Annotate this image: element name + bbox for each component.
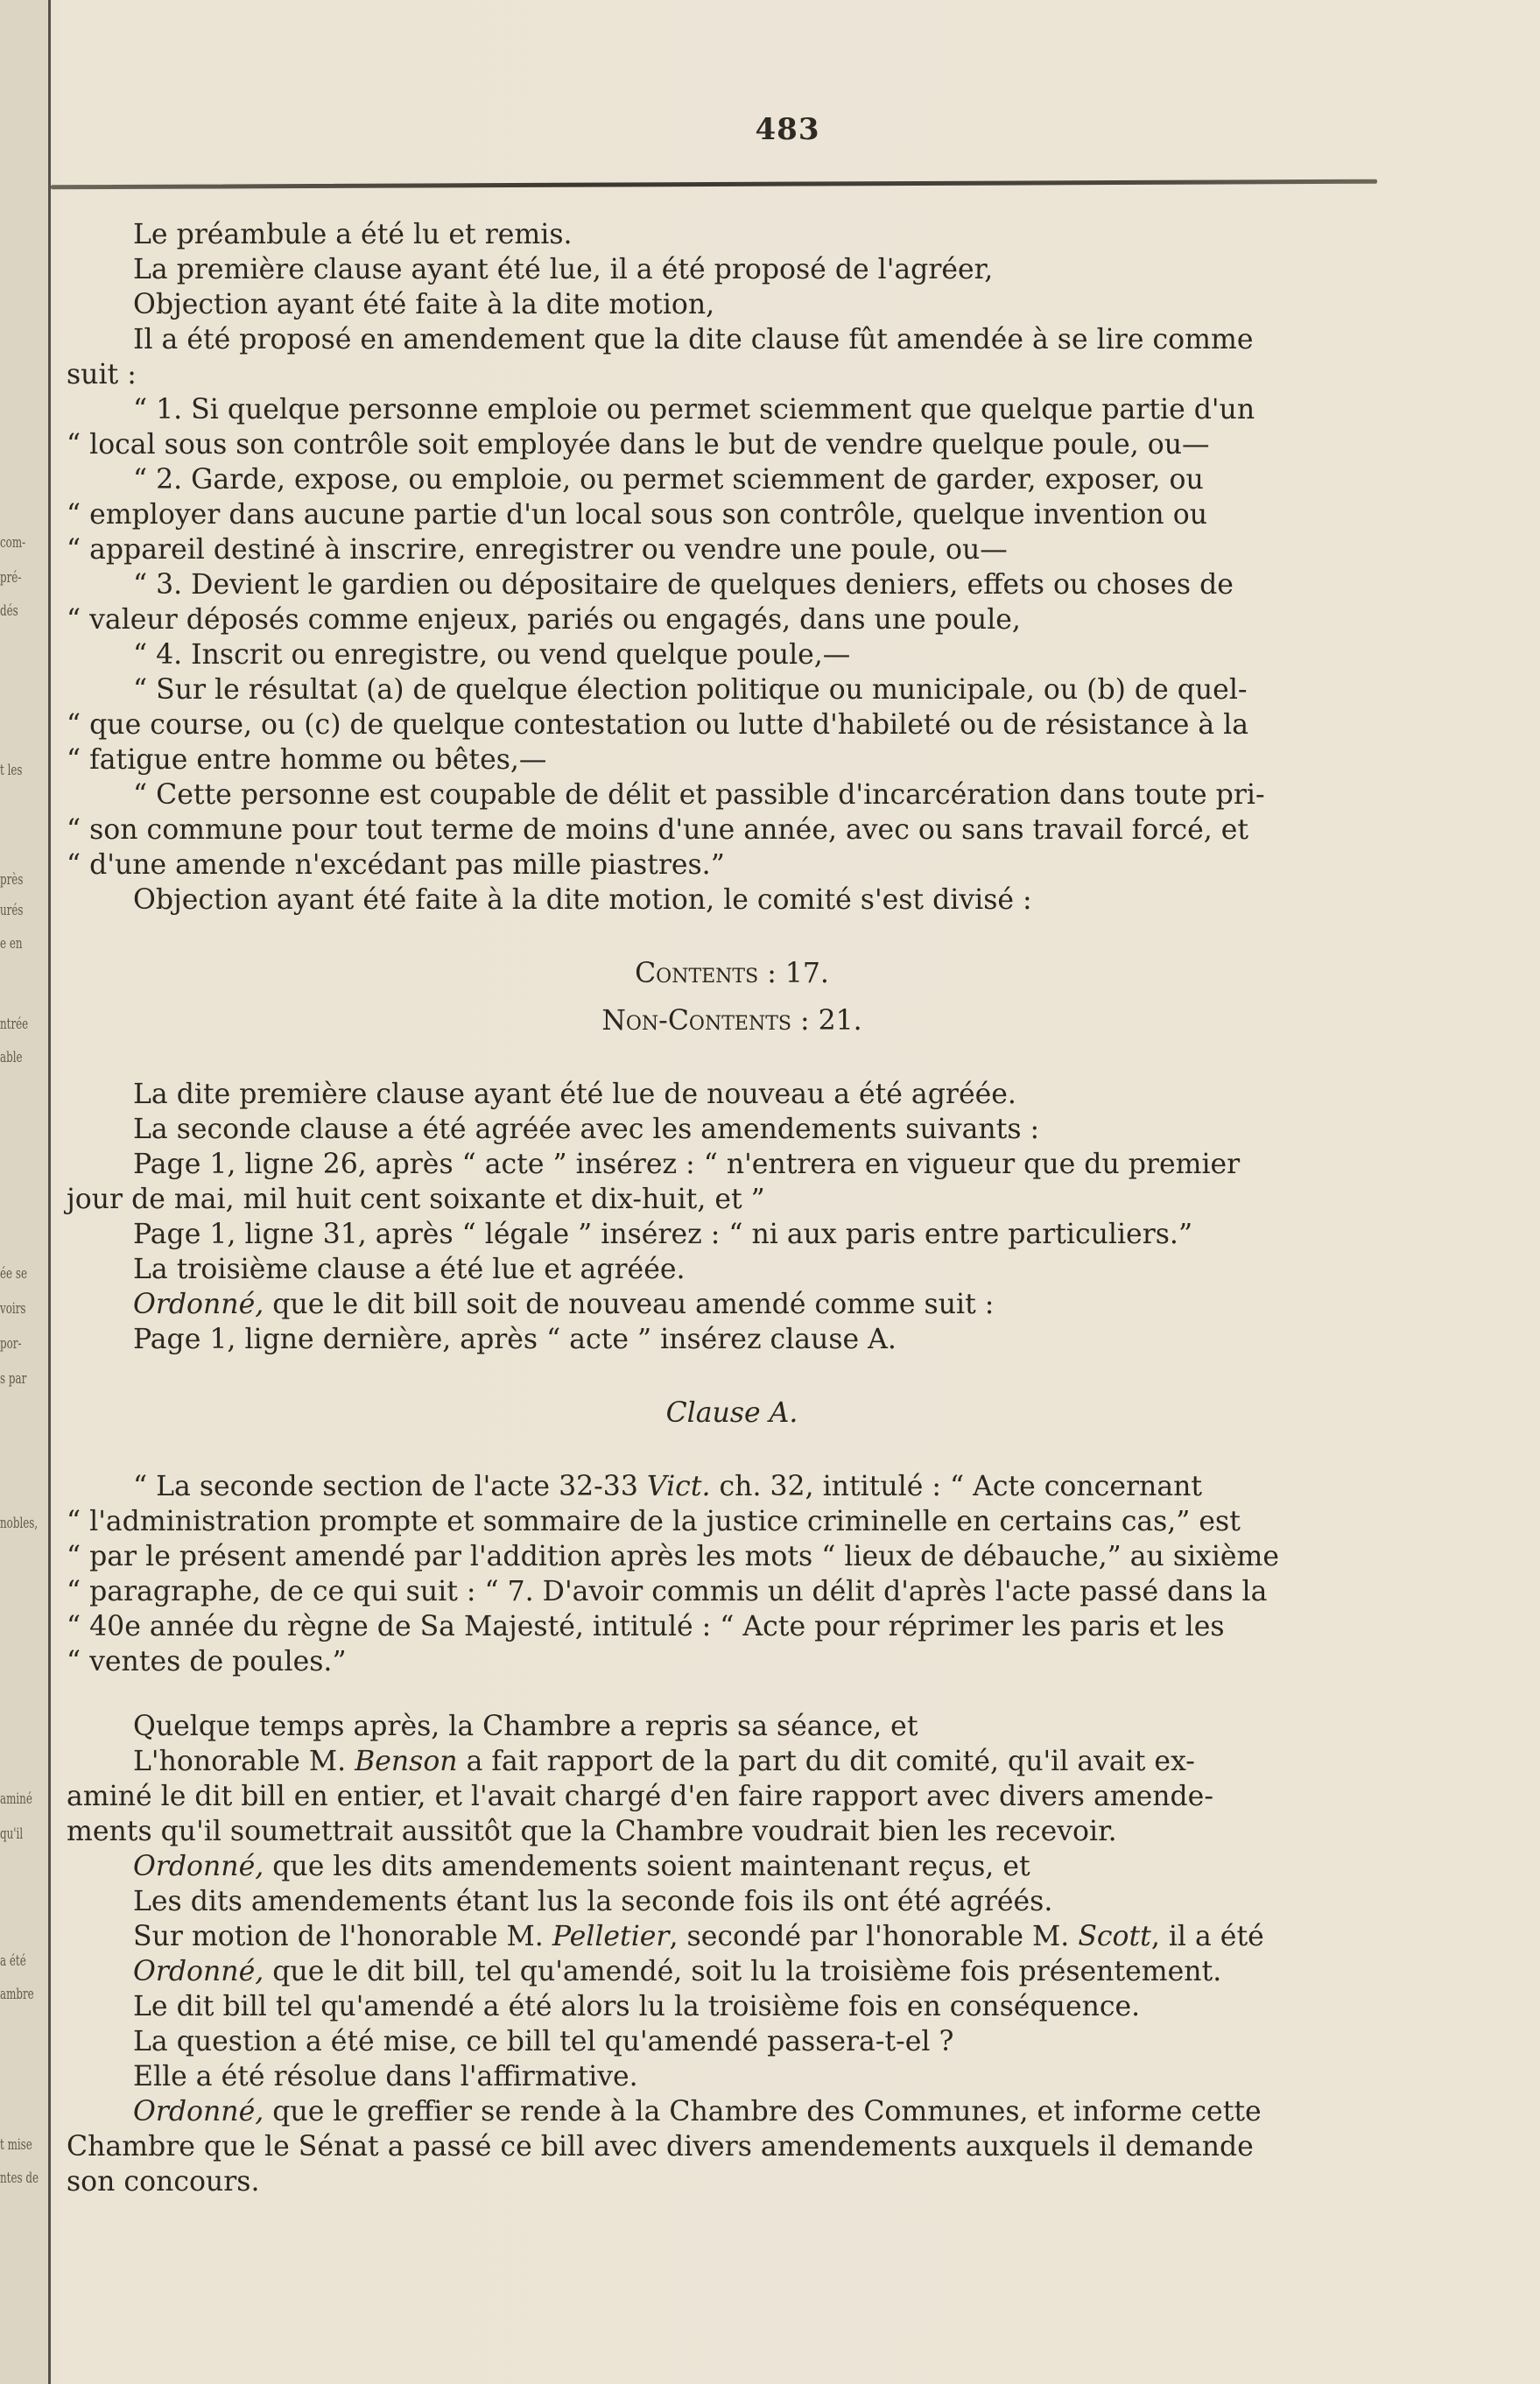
text-line: La dite première clause ayant été lue de nouveau a été agréée. <box>133 1079 1016 1110</box>
text-line: “ Cette personne est coupable de délit et passible d'incarcération dans toute pri- <box>133 779 1265 811</box>
text-line <box>67 1287 1397 1322</box>
text-line: “ paragraphe, de ce qui suit : “ 7. D'avoir commis un délit d'après l'acte passé dans la <box>67 1576 1268 1607</box>
text-span: ch. 32, intitulé : “ Acte concernant <box>710 1471 1203 1502</box>
gutter-fragment: ntrée <box>0 1016 29 1033</box>
italic-ordonne: Ordonné, <box>133 1851 264 1882</box>
text-line: “ Sur le résultat (a) de quelque élection politique ou municipale, ou (b) de quel- <box>133 674 1248 706</box>
text-line: “ local sous son contrôle soit employée dans le but de vendre quelque poule, ou— <box>67 429 1210 461</box>
gutter-fragment: able <box>0 1049 23 1066</box>
text-line: Page 1, ligne 31, après “ légale ” insérez : “ ni aux paris entre particuliers.” <box>133 1219 1193 1250</box>
gutter-fragment: t les <box>0 762 23 779</box>
text-line: “ ventes de poules.” <box>67 1646 347 1677</box>
gutter-fragment: a été <box>0 1952 26 1970</box>
text-line: “ par le présent amendé par l'addition après les mots “ lieux de débauche,” au sixième <box>67 1541 1280 1572</box>
text-line <box>67 1744 1397 1779</box>
text-span: que les dits amendements soient maintenant reçus, et <box>264 1851 1030 1882</box>
text-line <box>67 1954 1397 1989</box>
italic-vict: Vict. <box>646 1471 711 1502</box>
text-span: que le dit bill soit de nouveau amendé comme suit : <box>264 1289 995 1320</box>
text-span: que le greffier se rende à la Chambre des Communes, et informe cette <box>264 2096 1262 2127</box>
text-line: Chambre que le Sénat a passé ce bill avec divers amendements auxquels il demande <box>67 2131 1254 2162</box>
gutter-fragment: ntes de <box>0 2170 39 2187</box>
clause-heading <box>67 1396 1397 1431</box>
text-span: , il a été <box>1150 1921 1264 1952</box>
text-line: Le dit bill tel qu'amendé a été alors lu la troisième fois en conséquence. <box>133 1991 1141 2022</box>
italic-name: Scott <box>1078 1921 1151 1952</box>
text-line: suit : <box>67 359 137 390</box>
text-line: Page 1, ligne dernière, après “ acte ” insérez clause A. <box>133 1324 897 1355</box>
text-line: “ 3. Devient le gardien ou dépositaire de quelques deniers, effets ou choses de <box>133 569 1234 601</box>
adjacent-page-gutter <box>0 0 51 2384</box>
italic-ordonne: Ordonné, <box>133 1289 264 1320</box>
gutter-fragment: ambre <box>0 1986 34 2003</box>
text-line: Objection ayant été faite à la dite motion, <box>133 289 715 320</box>
gutter-fragment: dés <box>0 602 18 620</box>
text-span: , secondé par l'honorable M. <box>669 1921 1079 1952</box>
gutter-fragment: ée se <box>0 1265 28 1283</box>
text-line: ments qu'il soumettrait aussitôt que la Chambre voudrait bien les recevoir. <box>67 1816 1117 1847</box>
text-line: “ valeur déposés comme enjeux, pariés ou engagés, dans une poule, <box>67 604 1021 636</box>
text-line: “ d'une amende n'excédant pas mille piastres.” <box>67 849 725 881</box>
text-line: Elle a été résolue dans l'affirmative. <box>133 2061 638 2092</box>
gutter-fragment: s par <box>0 1370 27 1388</box>
text-span: que le dit bill, tel qu'amendé, soit lu la troisième fois présentement. <box>264 1956 1222 1987</box>
text-line: “ 2. Garde, expose, ou emploie, ou permet sciemment de garder, exposer, ou <box>133 464 1204 496</box>
text-line: “ son commune pour tout terme de moins d'une année, avec ou sans travail forcé, et <box>67 814 1249 846</box>
text-line <box>67 1919 1397 1954</box>
text-line: jour de mai, mil huit cent soixante et dix-huit, et ” <box>67 1184 765 1215</box>
text-line: Les dits amendements étant lus la seconde fois ils ont été agréés. <box>133 1886 1053 1917</box>
text-line: “ 1. Si quelque personne emploie ou permet sciemment que quelque partie d'un <box>133 394 1255 425</box>
text-line: Il a été proposé en amendement que la dite clause fût amendée à se lire comme <box>133 324 1254 355</box>
text-line: La troisième clause a été lue et agréée. <box>133 1254 686 1285</box>
text-line: La seconde clause a été agréée avec les amendements suivants : <box>133 1114 1040 1145</box>
text-line: “ que course, ou (c) de quelque contestation ou lutte d'habileté ou de résistance à la <box>67 709 1249 741</box>
vote-contents: Contents : 17. <box>635 958 829 989</box>
italic-ordonne: Ordonné, <box>133 2096 264 2127</box>
text-span: “ La seconde section de l'acte 32-33 <box>133 1471 647 1502</box>
text-span: L'honorable M. <box>133 1746 355 1777</box>
text-span: a fait rapport de la part du dit comité, qu'il avait ex- <box>457 1746 1195 1777</box>
text-line <box>67 1469 1397 1504</box>
text-line: Page 1, ligne 26, après “ acte ” insérez : “ n'entrera en vigueur que du premier <box>133 1149 1241 1180</box>
text-line: “ fatigue entre homme ou bêtes,— <box>67 744 547 776</box>
page-number: 483 <box>755 112 820 147</box>
text-line <box>67 2094 1397 2129</box>
text-line <box>67 1849 1397 1884</box>
text-line: son concours. <box>67 2166 260 2198</box>
gutter-fragment: urés <box>0 902 24 919</box>
text-line: Quelque temps après, la Chambre a repris sa séance, et <box>133 1711 918 1742</box>
gutter-fragment: qu'il <box>0 1825 24 1843</box>
text-line: “ 4. Inscrit ou enregistre, ou vend quelque poule,— <box>133 639 851 671</box>
vote-non-contents: Non-Contents : 21. <box>601 1005 862 1037</box>
gutter-fragment: nobles, <box>0 1515 39 1532</box>
gutter-fragment: e en <box>0 935 23 953</box>
header-rule <box>51 179 1377 190</box>
document-body <box>67 217 1397 2199</box>
text-line: La première clause ayant été lue, il a été proposé de l'agréer, <box>133 254 994 285</box>
text-line: La question a été mise, ce bill tel qu'amendé passera-t-el ? <box>133 2026 954 2057</box>
gutter-fragment: aminé <box>0 1790 32 1808</box>
gutter-fragment: com- <box>0 534 26 552</box>
gutter-fragment: t mise <box>0 2136 32 2154</box>
text-line: Objection ayant été faite à la dite motion, le comité s'est divisé : <box>133 884 1032 916</box>
text-line: “ employer dans aucune partie d'un local sous son contrôle, quelque invention ou <box>67 499 1207 531</box>
gutter-fragment: pré- <box>0 569 22 587</box>
gutter-fragment: près <box>0 871 24 889</box>
text-line: “ l'administration prompte et sommaire de la justice criminelle en certains cas,” est <box>67 1506 1241 1537</box>
gutter-fragment: por- <box>0 1335 22 1353</box>
text-line: Le préambule a été lu et remis. <box>133 219 573 250</box>
gutter-fragment: voirs <box>0 1300 26 1318</box>
text-line: “ 40e année du règne de Sa Majesté, intitulé : “ Acte pour réprimer les paris et les <box>67 1611 1225 1642</box>
text-span: Sur motion de l'honorable M. <box>133 1921 552 1952</box>
italic-name: Benson <box>355 1746 458 1777</box>
italic-ordonne: Ordonné, <box>133 1956 264 1987</box>
text-line: aminé le dit bill en entier, et l'avait chargé d'en faire rapport avec divers amende- <box>67 1781 1213 1812</box>
text-line: “ appareil destiné à inscrire, enregistrer ou vendre une poule, ou— <box>67 534 1008 566</box>
italic-name: Pelletier <box>552 1921 670 1952</box>
clause-heading-text: Clause A. <box>665 1397 798 1429</box>
